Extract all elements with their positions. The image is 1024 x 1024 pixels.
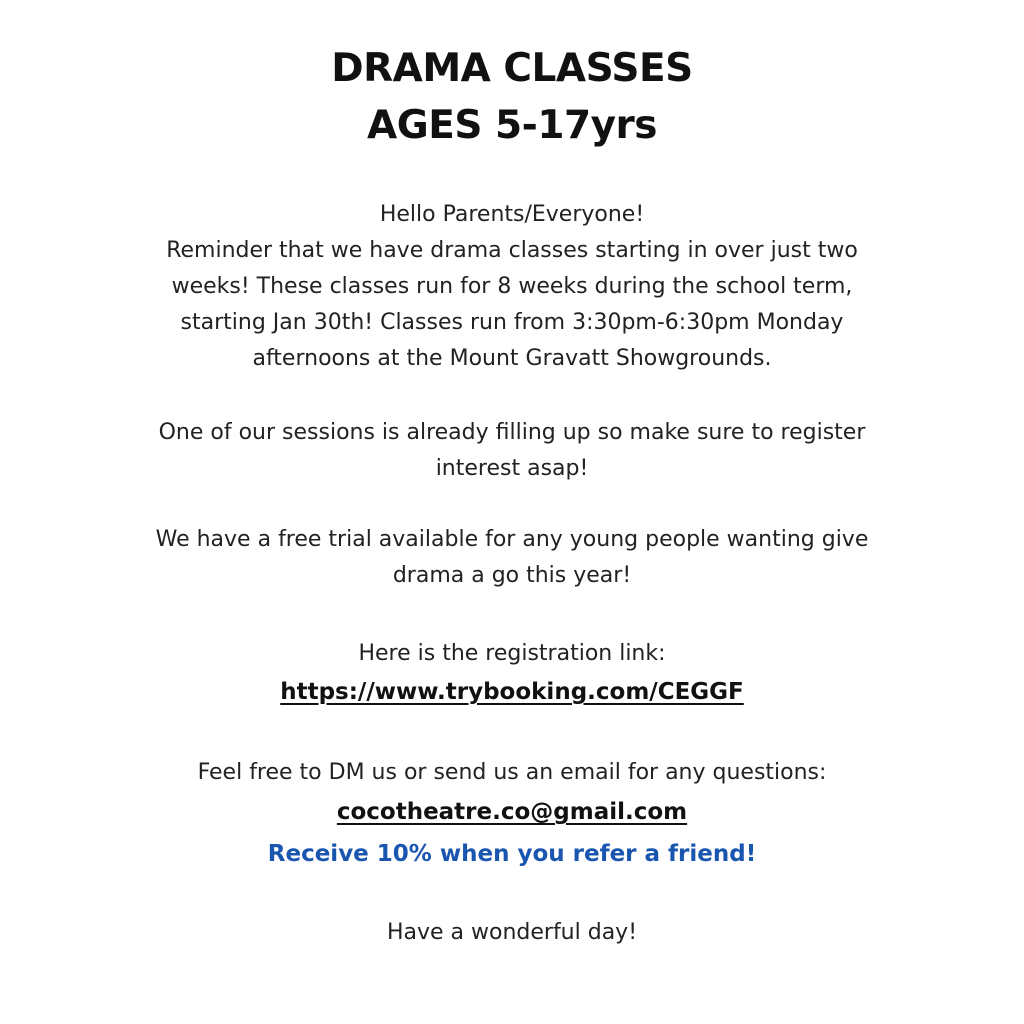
intro-line: afternoons at the Mount Gravatt Showgrounds.: [252, 346, 772, 371]
closing-line: Have a wonderful day!: [386, 920, 638, 945]
intro-line: Reminder that we have drama classes starting in over just two: [166, 238, 858, 263]
registration-label: Here is the registration link:: [358, 641, 666, 666]
intro-line: starting Jan 30th! Classes run from 3:30pm-6:30pm Monday: [180, 310, 844, 335]
sessions-line: One of our sessions is already filling up so make sure to register: [158, 420, 866, 445]
referral-promo: Receive 10% when you refer a friend!: [267, 841, 757, 867]
intro-line: weeks! These classes run for 8 weeks during the school term,: [171, 274, 853, 299]
trial-line: We have a free trial available for any young people wanting give: [155, 527, 869, 552]
title-line-2: AGES 5-17yrs: [367, 103, 657, 148]
trial-line: drama a go this year!: [392, 563, 632, 588]
contact-label: Feel free to DM us or send us an email for any questions:: [197, 760, 827, 785]
contact-email-link[interactable]: cocotheatre.co@gmail.com: [336, 799, 688, 825]
greeting: Hello Parents/Everyone!: [379, 202, 645, 227]
title-line-1: DRAMA CLASSES: [331, 46, 693, 91]
sessions-line: interest asap!: [435, 456, 589, 481]
registration-link[interactable]: https://www.trybooking.com/CEGGF: [280, 679, 744, 705]
